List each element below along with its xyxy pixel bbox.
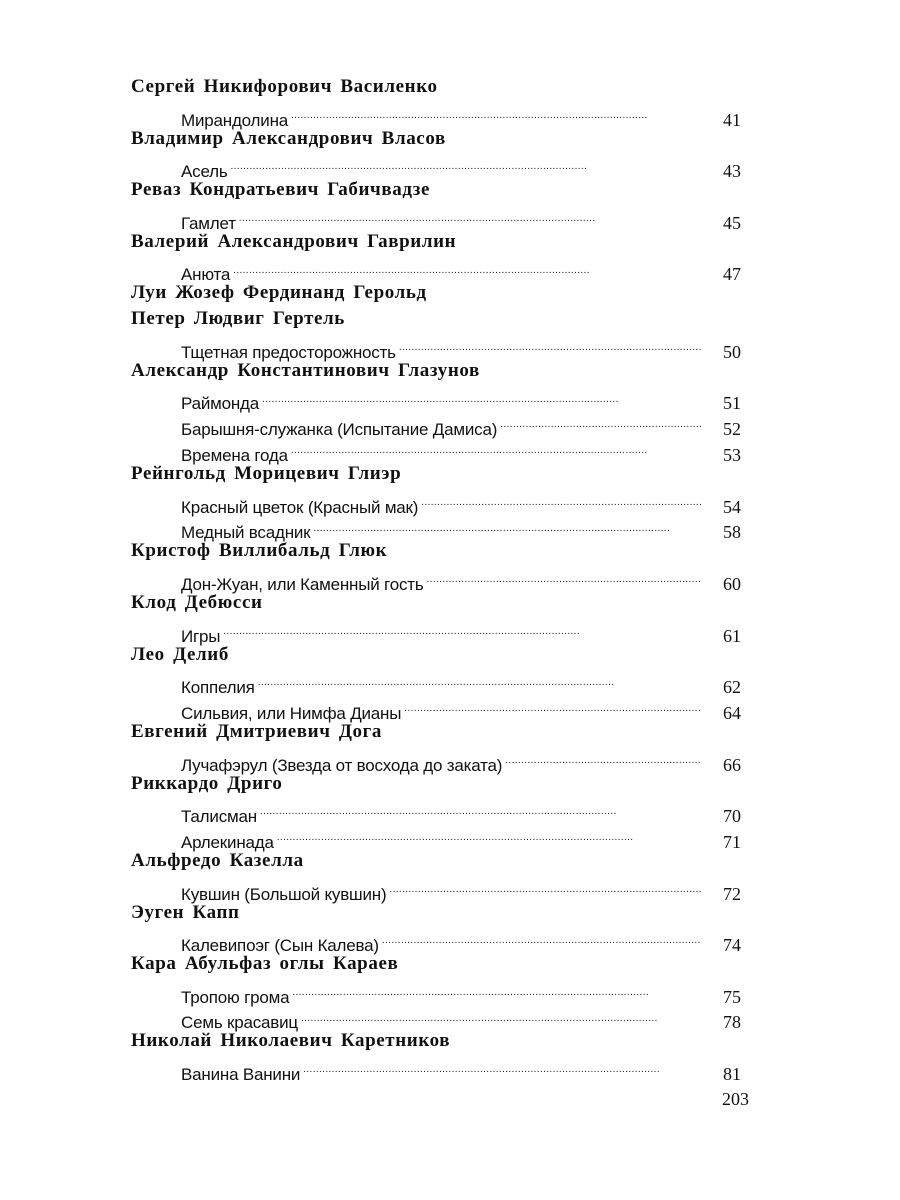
composer-heading: Рейнгольд Морицевич Глиэр bbox=[131, 462, 402, 484]
composer-heading: Владимир Александрович Власов bbox=[131, 127, 446, 149]
dot-leader bbox=[382, 925, 701, 951]
table-of-contents bbox=[131, 74, 741, 1085]
toc-entry[interactable] bbox=[131, 487, 741, 517]
toc-entry[interactable] bbox=[131, 796, 741, 827]
composer-heading: Реваз Кондратьевич Габичвадзе bbox=[131, 179, 431, 201]
work-title: Тропою грома bbox=[181, 987, 290, 1007]
dot-leader bbox=[258, 667, 701, 693]
page-ref: 71 bbox=[723, 831, 741, 852]
work-title: Асель bbox=[181, 162, 228, 182]
page-ref: 53 bbox=[723, 444, 741, 465]
work-title: Медный всадник bbox=[181, 523, 311, 543]
dot-leader bbox=[233, 255, 701, 281]
dot-leader bbox=[301, 1003, 701, 1029]
toc-entry[interactable] bbox=[131, 151, 741, 182]
toc-entry[interactable] bbox=[131, 332, 741, 362]
dot-leader bbox=[399, 332, 701, 358]
toc-entry[interactable] bbox=[131, 1003, 741, 1033]
page-ref: 66 bbox=[723, 754, 741, 775]
page-number: 203 bbox=[722, 1089, 749, 1109]
page-ref: 74 bbox=[723, 935, 741, 956]
toc-entry[interactable] bbox=[131, 513, 741, 543]
toc-entry[interactable] bbox=[131, 822, 741, 852]
dot-leader bbox=[505, 745, 701, 771]
work-title: Барышня-служанка (Испытание Дамиса) bbox=[181, 420, 498, 440]
composer-heading: Риккардо Дриго bbox=[131, 772, 283, 794]
page-ref: 41 bbox=[723, 109, 741, 130]
page-ref: 58 bbox=[723, 522, 741, 543]
work-title: Калевипоэг (Сын Калева) bbox=[181, 936, 379, 956]
dot-leader bbox=[223, 616, 701, 642]
page-ref: 61 bbox=[723, 625, 741, 646]
composer-heading: Валерий Александрович Гаврилин bbox=[131, 230, 457, 252]
work-title: Раймонда bbox=[181, 394, 260, 414]
work-title: Анюта bbox=[181, 265, 231, 285]
page-ref: 72 bbox=[723, 883, 741, 904]
toc-entry[interactable] bbox=[131, 564, 741, 594]
composer-heading: Эуген Капп bbox=[131, 901, 240, 923]
page-ref: 81 bbox=[723, 1064, 741, 1085]
page-ref: 45 bbox=[723, 212, 741, 233]
dot-leader bbox=[404, 693, 701, 719]
page-ref: 60 bbox=[723, 573, 741, 594]
page-ref: 62 bbox=[723, 677, 741, 698]
toc-entry[interactable] bbox=[131, 100, 741, 130]
work-title: Гамлет bbox=[181, 213, 236, 233]
dot-leader bbox=[231, 151, 701, 177]
dot-leader bbox=[277, 822, 701, 848]
work-title: Времена года bbox=[181, 445, 288, 465]
composer-heading: Альфредо Казелла bbox=[131, 849, 304, 871]
dot-leader bbox=[303, 1054, 701, 1080]
composer-heading: Сергей Никифорович Василенко bbox=[131, 76, 438, 97]
page-ref: 52 bbox=[723, 419, 741, 440]
toc-entry[interactable] bbox=[131, 874, 741, 904]
work-title: Семь красавиц bbox=[181, 1013, 298, 1033]
composer-heading: Николай Николаевич Каретников bbox=[131, 1030, 451, 1052]
page-ref: 78 bbox=[723, 1012, 741, 1033]
dot-leader bbox=[427, 564, 702, 590]
composer-heading: Лео Делиб bbox=[131, 643, 229, 665]
toc-entry[interactable] bbox=[131, 203, 741, 233]
toc-entry[interactable] bbox=[131, 693, 741, 723]
dot-leader bbox=[421, 487, 701, 513]
dot-leader bbox=[239, 203, 701, 229]
composer-heading: Луи Жозеф Фердинанд Герольд bbox=[131, 282, 427, 304]
dot-leader bbox=[292, 977, 701, 1003]
work-title: Талисман bbox=[181, 807, 257, 827]
page-ref: 54 bbox=[723, 496, 741, 517]
dot-leader bbox=[313, 513, 701, 539]
work-title: Мирандолина bbox=[181, 110, 289, 130]
toc-entry[interactable] bbox=[131, 667, 741, 698]
work-title: Дон-Жуан, или Каменный гость bbox=[181, 574, 424, 594]
toc-entry[interactable] bbox=[131, 977, 741, 1007]
composer-heading: Александр Константинович Глазунов bbox=[131, 359, 480, 381]
page-ref: 50 bbox=[723, 341, 741, 362]
work-title: Игры bbox=[181, 626, 221, 646]
work-title: Арлекинада bbox=[181, 832, 274, 852]
page-ref: 47 bbox=[723, 264, 741, 285]
work-title: Тщетная предосторожность bbox=[181, 342, 396, 362]
page-ref: 64 bbox=[723, 702, 741, 723]
toc-entry[interactable] bbox=[131, 616, 741, 646]
composer-heading: Евгений Дмитриевич Дога bbox=[131, 720, 382, 742]
dot-leader bbox=[500, 409, 701, 435]
toc-entry[interactable] bbox=[131, 409, 741, 440]
work-title: Ванина Ванини bbox=[181, 1065, 301, 1085]
page-ref: 70 bbox=[723, 806, 741, 827]
page-ref: 75 bbox=[723, 986, 741, 1007]
toc-entry[interactable] bbox=[131, 925, 741, 956]
dot-leader bbox=[291, 100, 701, 126]
composer-heading: Кара Абульфаз оглы Караев bbox=[131, 953, 399, 975]
dot-leader bbox=[262, 384, 701, 410]
dot-leader bbox=[389, 874, 701, 900]
work-title: Красный цветок (Красный мак) bbox=[181, 497, 419, 517]
toc-entry[interactable] bbox=[131, 435, 741, 465]
work-title: Сильвия, или Нимфа Дианы bbox=[181, 703, 402, 723]
work-title: Лучафэрул (Звезда от восхода до заката) bbox=[181, 755, 503, 775]
composer-heading: Клод Дебюсси bbox=[131, 591, 263, 613]
toc-entry[interactable] bbox=[131, 384, 741, 414]
page-ref: 51 bbox=[723, 393, 741, 414]
work-title: Коппелия bbox=[181, 678, 255, 698]
toc-entry[interactable] bbox=[131, 745, 741, 775]
composer-heading: Петер Людвиг Гертель bbox=[131, 308, 345, 330]
composer-heading: Кристоф Виллибальд Глюк bbox=[131, 540, 388, 562]
work-title: Кувшин (Большой кувшин) bbox=[181, 884, 387, 904]
page-ref: 43 bbox=[723, 161, 741, 182]
toc-entry[interactable] bbox=[131, 255, 741, 285]
toc-entry[interactable] bbox=[131, 1054, 741, 1085]
dot-leader bbox=[260, 796, 701, 822]
dot-leader bbox=[291, 435, 701, 461]
